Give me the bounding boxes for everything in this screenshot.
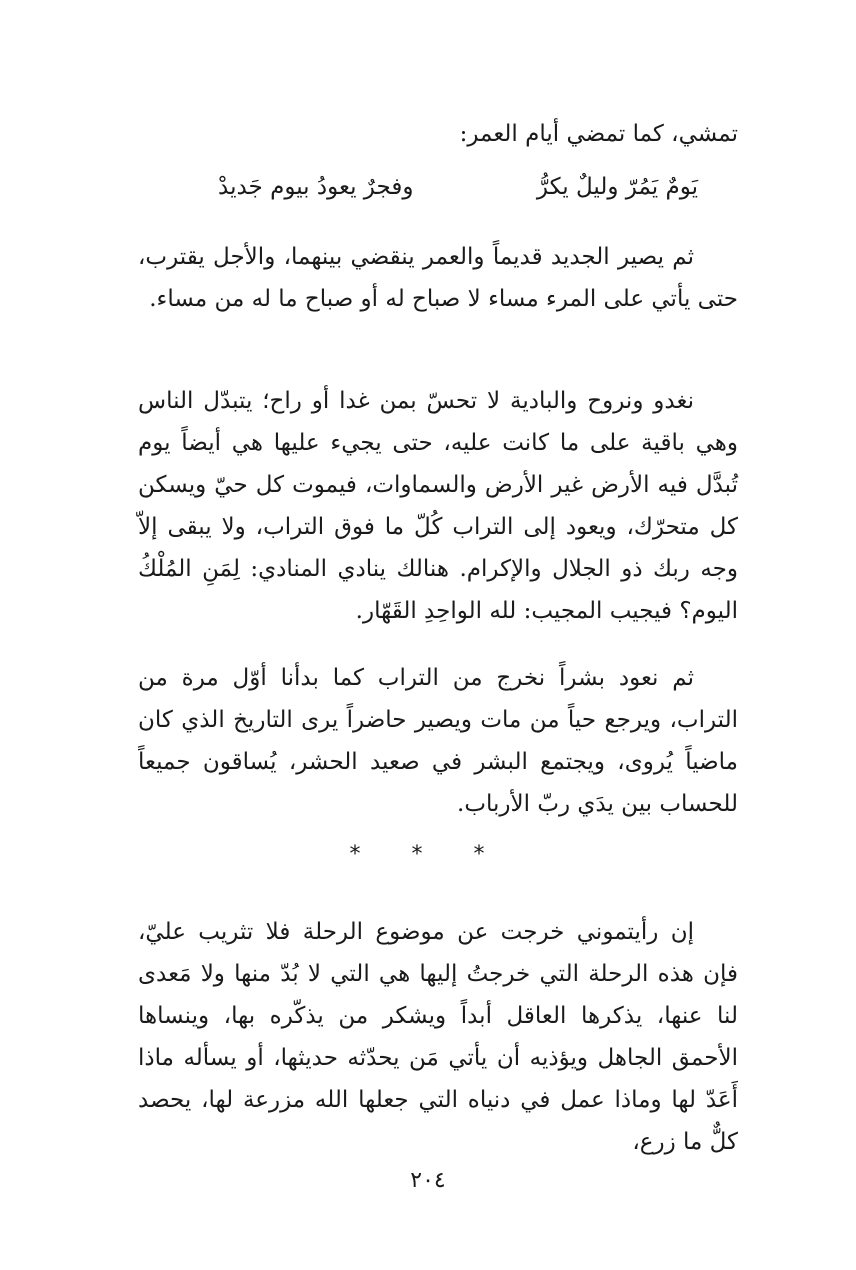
poetry-verse <box>138 166 738 208</box>
intro-line: تمشي، كما تمضي أيام العمر: <box>459 121 738 147</box>
verse-hemistich-second: وفجرٌ يعودُ بيوم جَديدْ <box>218 174 414 200</box>
paragraph-3: ثم نعود بشراً نخرج من التراب كما بدأنا أوّل مرة من التراب، ويرجع حياً من مات ويصير حاضراً يرى التاريخ الذي كان ماضياً يُروى، ويجتمع البشر في صعيد الحشر، يُساقون جميعاً للحساب بين يدَي ربّ الأرباب. <box>138 665 738 817</box>
page-number: ٢٠٤ <box>410 1168 446 1193</box>
paragraph-4: إن رأيتموني خرجت عن موضوع الرحلة فلا تثريب عليّ، فإن هذه الرحلة التي خرجتُ إليها هي التي لا بُدّ منها ولا مَعدى لنا عنها، يذكرها العاقل أبداً ويشكر من يذكّره بها، وينساها الأحمق الجاهل ويؤذيه أن يأتي مَن يحدّثه حديثها، أو يسأله ماذا أَعَدّ لها وماذا عمل في دنياه التي جعلها الله مزرعة لها، يحصد كلٌّ ما زرع، <box>138 919 738 1155</box>
paragraph-2: نغدو ونروح والبادية لا تحسّ بمن غدا أو راح؛ يتبدّل الناس وهي باقية على ما كانت عليه، حتى يجيء عليها هي أيضاً يوم تُبدَّل فيه الأرض غير الأرض والسماوات، فيموت كل حيّ ويسكن كل متحرّك، ويعود إلى التراب كُلّ ما فوق التراب، ولا يبقى إلاّ وجه ربك ذو الجلال والإكرام. هنالك ينادي المنادي: لِمَنِ المُلْكُ اليوم؟ فيجيب المجيب: لله الواحِدِ القَهّار. <box>138 388 738 624</box>
paragraph-1: ثم يصير الجديد قديماً والعمر ينقضي بينهما، والأجل يقترب، حتى يأتي على المرء مساء لا صباح له أو صباح ما له من مساء. <box>138 244 738 312</box>
section-separator: * * * <box>349 842 507 867</box>
verse-hemistich-first: يَومٌ يَمُرّ وليلٌ يكرُّ <box>536 174 698 200</box>
